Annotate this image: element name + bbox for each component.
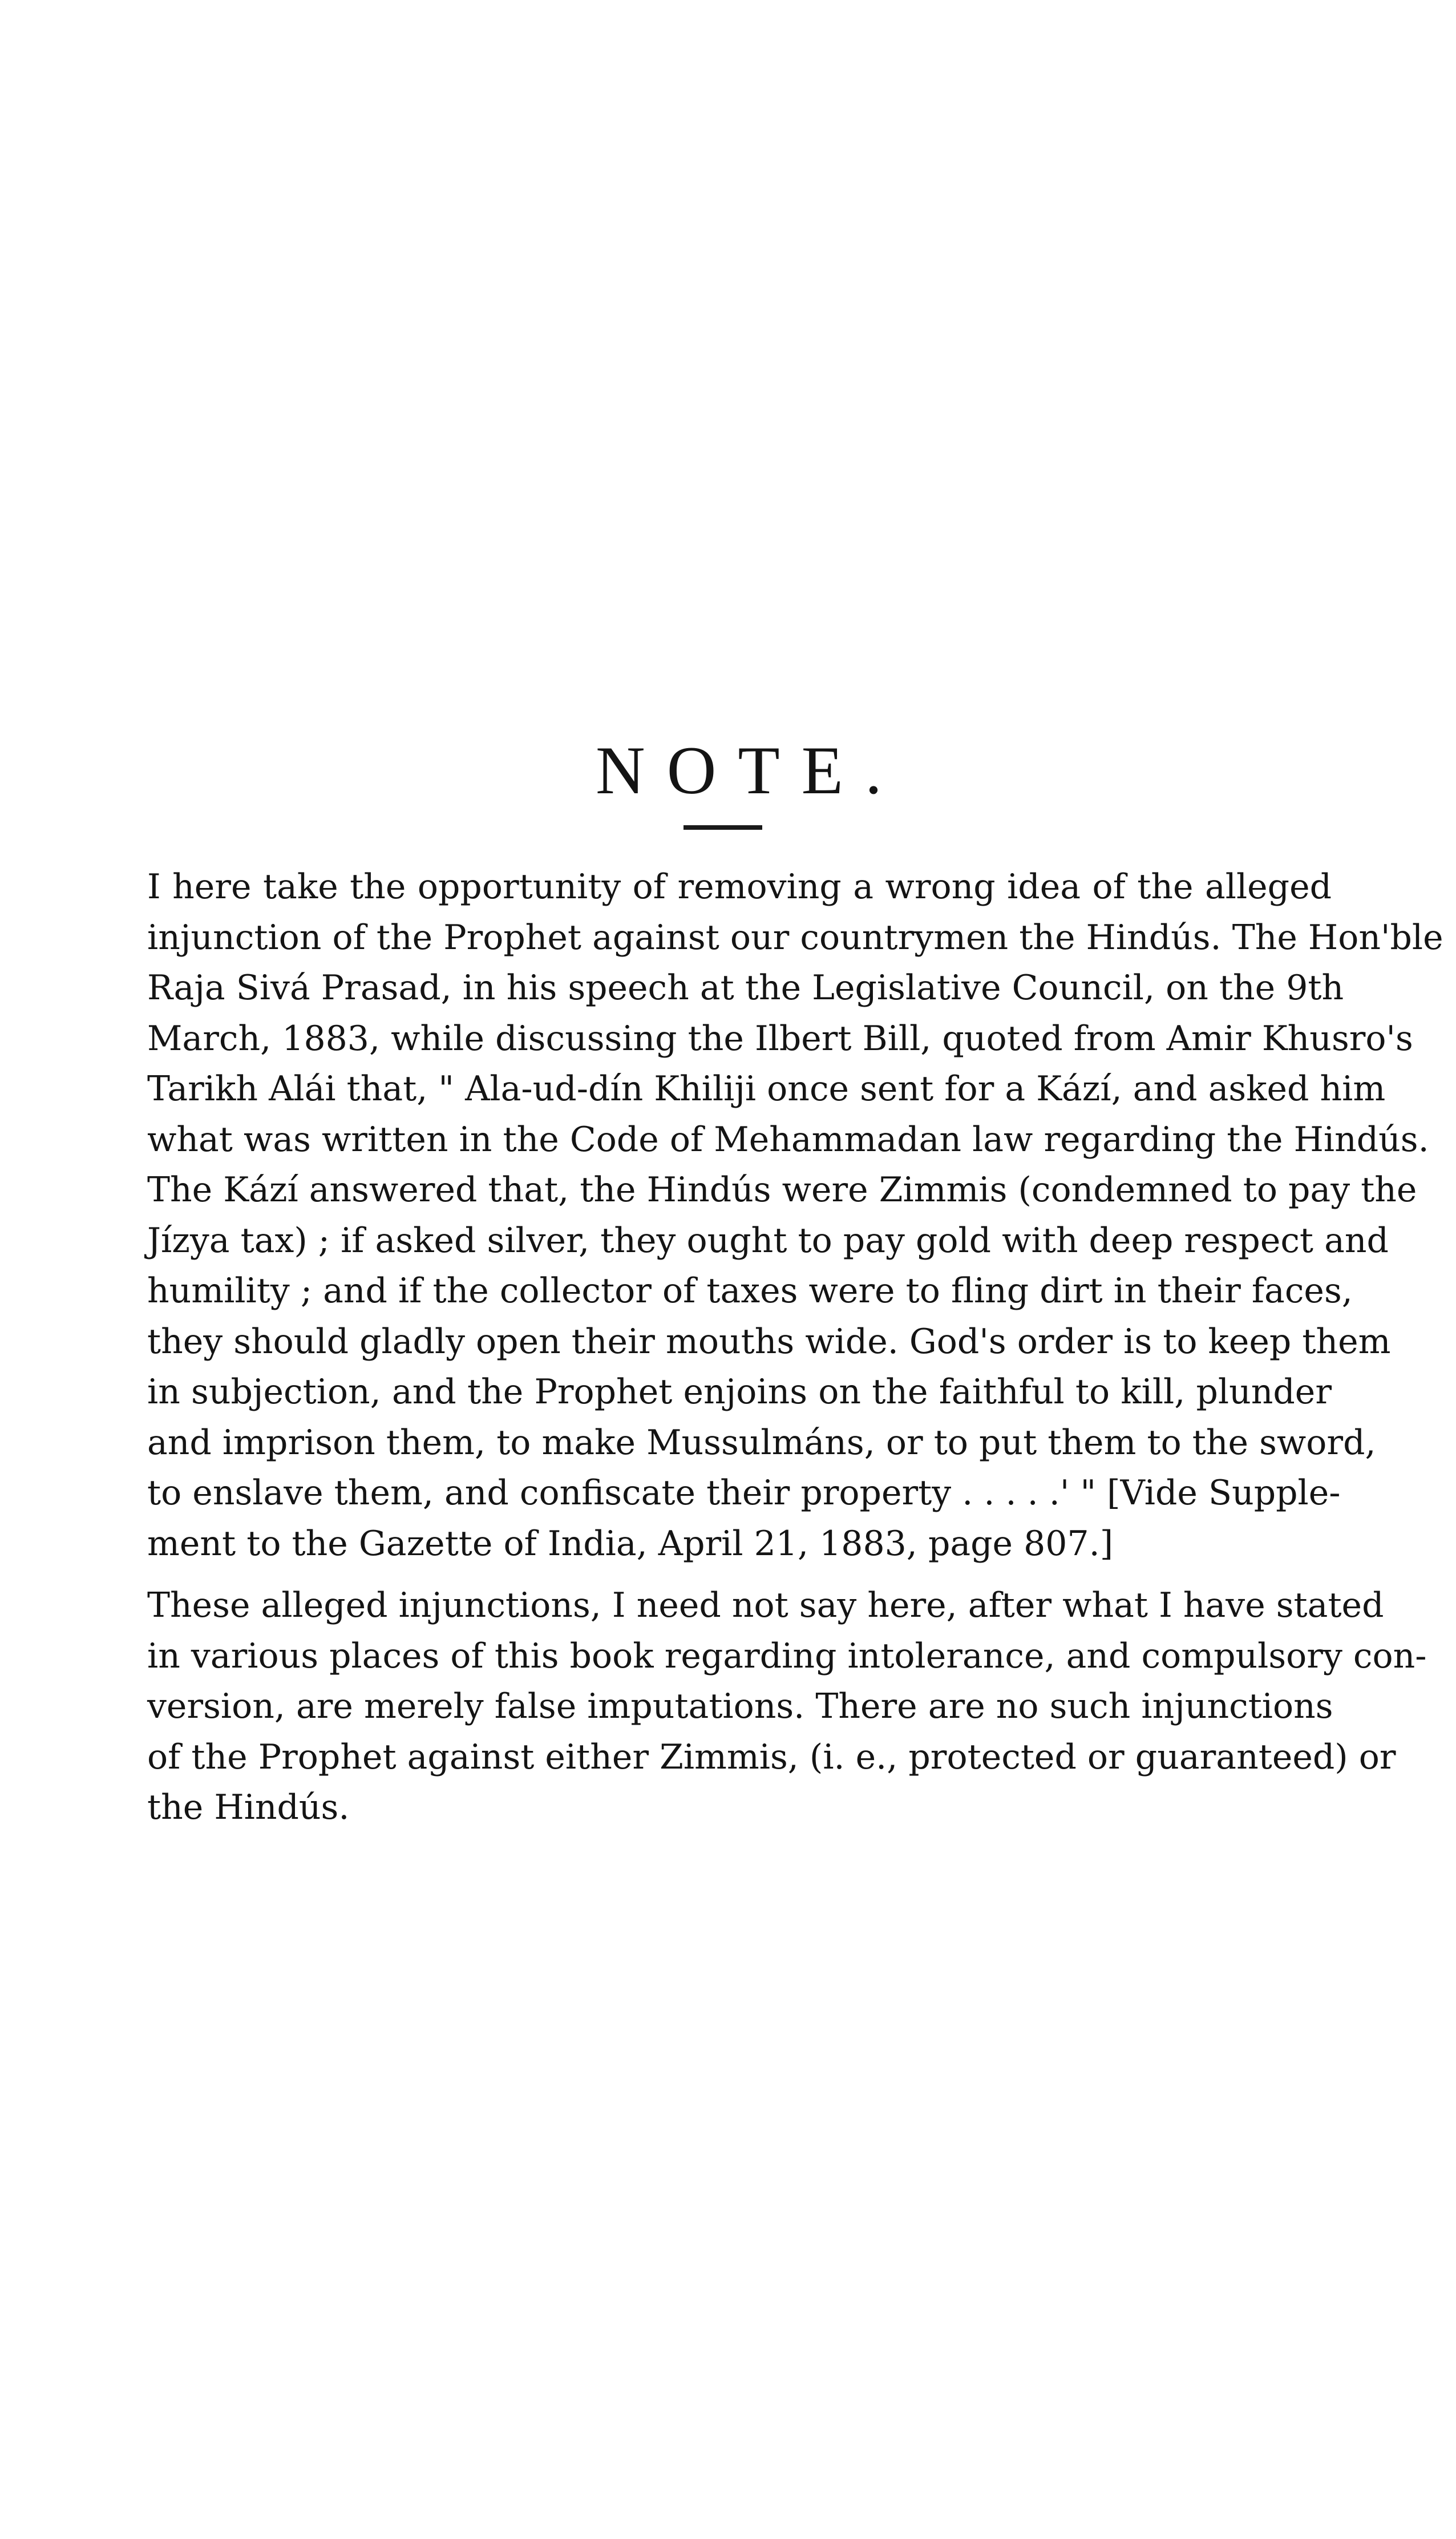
text-line: Raja Sivá Prasad, in his speech at the Legislative Council, on the 9th — [147, 968, 1344, 1008]
text-line: version, are merely false imputations. There are no such injunctions — [147, 1686, 1333, 1726]
text-line: and imprison them, to make Mussulmáns, or to put them to the sword, — [147, 1422, 1376, 1463]
text-line: what was written in the Code of Mehammadan law regarding the Hindús. — [147, 1119, 1429, 1160]
text-line: March, 1883, while discussing the Ilbert Bill, quoted from Amir Khusro's — [147, 1018, 1413, 1059]
text-line: in various places of this book regarding intolerance, and compulsory con- — [147, 1636, 1427, 1676]
text-line: they should gladly open their mouths wide. God's order is to keep them — [147, 1321, 1391, 1362]
text-line: humility ; and if the collector of taxes were to fling dirt in their faces, — [147, 1271, 1353, 1311]
note-body — [147, 862, 1443, 1833]
text-line: These alleged injunctions, I need not say here, after what I have stated — [147, 1585, 1384, 1625]
text-line: I here take the opportunity of removing a wrong idea of the alleged — [147, 867, 1332, 907]
paragraph-gap — [147, 1569, 1332, 1580]
text-line: in subjection, and the Prophet enjoins on the faithful to kill, plunder — [147, 1372, 1332, 1412]
text-line: of the Prophet against either Zimmis, (i. e., protected or guaranteed) or — [147, 1737, 1396, 1777]
text-line: ment to the Gazette of India, April 21, 1883, page 807.] — [147, 1523, 1114, 1564]
text-line: the Hindús. — [147, 1787, 350, 1827]
text-line: The Kází answered that, the Hindús were Zimmis (condemned to pay the — [147, 1170, 1417, 1210]
text-line: injunction of the Prophet against our countrymen the Hindús. The Hon'ble — [147, 917, 1443, 958]
page-title: NOTE. — [596, 732, 904, 808]
paragraph-1 — [147, 862, 1443, 1569]
text-line: Jízya tax) ; if asked silver, they ought to pay gold with deep respect and — [147, 1220, 1389, 1261]
paragraph-2 — [147, 1580, 1427, 1833]
title-rule — [683, 825, 762, 830]
text-line: Tarikh Alái that, " Ala-ud-dín Khiliji once sent for a Kází, and asked him — [147, 1069, 1386, 1109]
text-line: to enslave them, and confiscate their property . . . . .' " [Vide Supple- — [147, 1473, 1341, 1513]
